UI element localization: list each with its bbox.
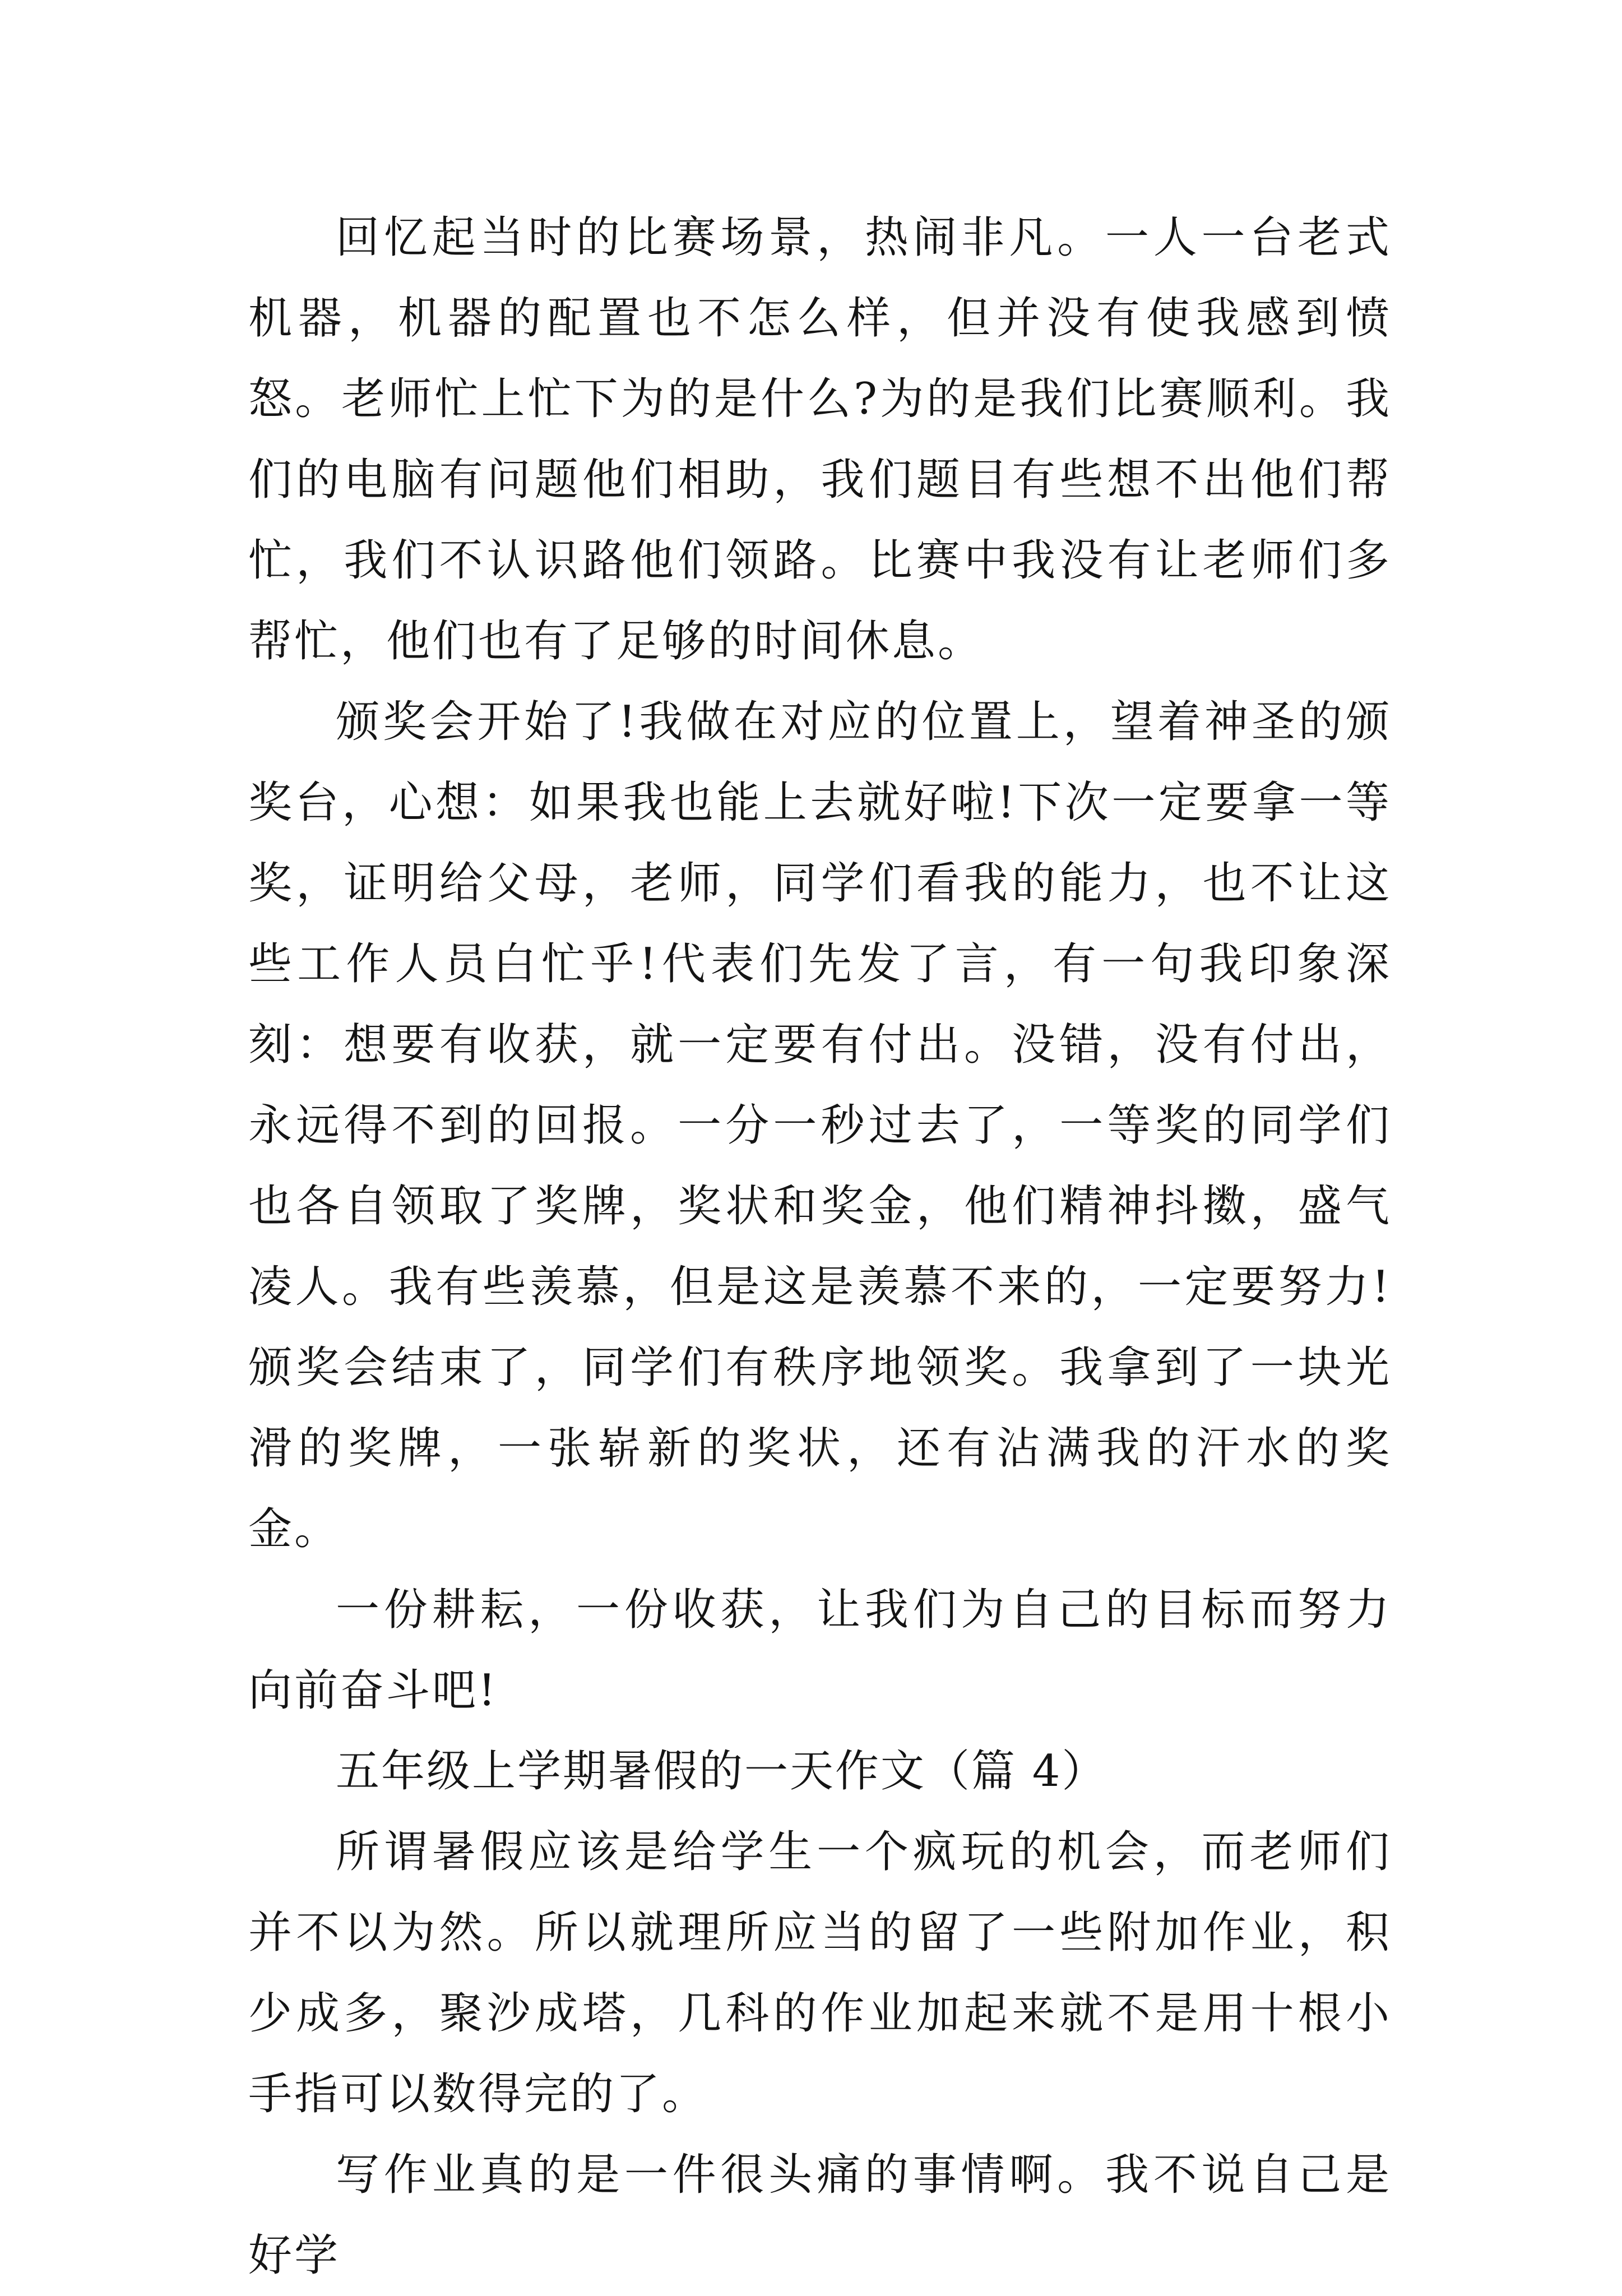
paragraph-writing-homework: 写作业真的是一件很头痛的事情啊。我不说自己是好学 [248,2150,1392,2281]
paragraph-conclusion: 一份耕耘，一份收获，让我们为自己的目标而努力向前奋斗吧! [248,1585,1392,1716]
paragraph-competition-memory: 回忆起当时的比赛场景，热闹非凡。一人一台老式机器，机器的配置也不怎么样，但并没有使我感到愤怒。老师忙上忙下为的是什么?为的是我们比赛顺利。我们的电脑有问题他们相助，我们题目有些想不出他们帮忙，我们不认识路他们领路。比赛中我没有让老师们多帮忙，他们也有了足够的时间休息。 [248,212,1392,666]
document-body [248,197,1392,2296]
paragraph-award-ceremony: 颁奖会开始了!我做在对应的位置上，望着神圣的颁奖台，心想：如果我也能上去就好啦!下次一定要拿一等奖，证明给父母，老师，同学们看我的能力，也不让这些工作人员白忙乎!代表们先发了言，有一句我印象深刻：想要有收获，就一定要有付出。没错，没有付出，永远得不到的回报。一分一秒过去了，一等奖的同学们也各自领取了奖牌，奖状和奖金，他们精神抖擞，盛气凌人。我有些羡慕，但是这是羡慕不来的，一定要努力!颁奖会结束了，同学们有秩序地领奖。我拿到了一块光滑的奖牌，一张崭新的奖状，还有沾满我的汗水的奖金。 [248,697,1392,1554]
section-heading: 五年级上学期暑假的一天作文（篇 4） [336,1746,1107,1797]
paragraph-summer-homework: 所谓暑假应该是给学生一个疯玩的机会，而老师们并不以为然。所以就理所应当的留了一些附加作业，积少成多，聚沙成塔，几科的作业加起来就不是用十根小手指可以数得完的了。 [248,1827,1392,2119]
